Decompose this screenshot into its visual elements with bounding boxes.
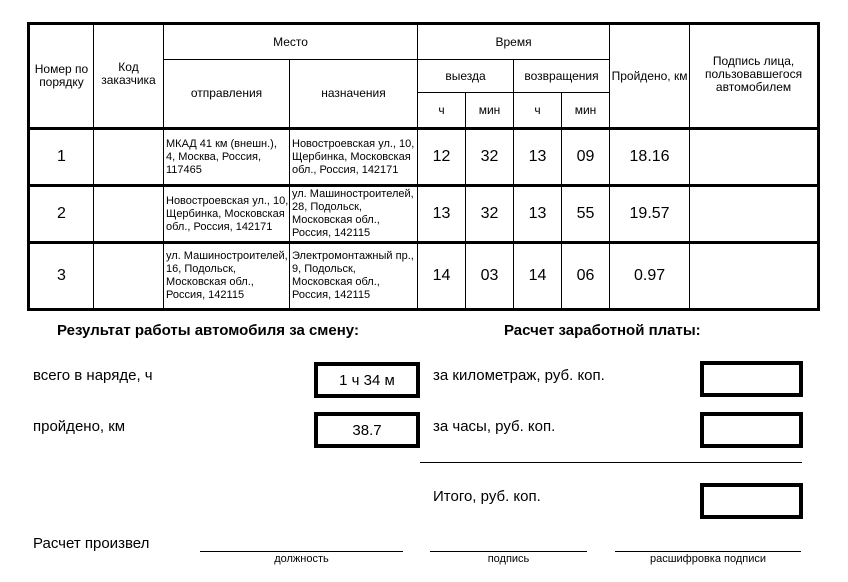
row-dep-minutes: 32 (466, 186, 514, 243)
row-to: ул. Машиностроителей, 28, Подольск, Московская обл., Россия, 142115 (290, 186, 418, 243)
row-customer-code (94, 186, 164, 243)
table-row (29, 243, 819, 310)
row-from: ул. Машиностроителей, 16, Подольск, Московская обл., Россия, 142115 (164, 243, 290, 310)
header-dep-hours: ч (418, 93, 466, 129)
hours-label: за часы, руб. коп. (433, 418, 556, 435)
total-label: Итого, руб. коп. (433, 488, 541, 505)
decoding-line[interactable] (615, 551, 801, 552)
signature-caption: подпись (487, 553, 530, 565)
header-customer-code: Код заказчика (94, 24, 164, 129)
header-ret-hours: ч (514, 93, 562, 129)
header-return-time: возвращения (514, 60, 610, 93)
row-signature (690, 243, 819, 310)
header-departure-place: отправления (164, 60, 290, 129)
row-dep-hours: 12 (418, 129, 466, 186)
row-to: Новостроевская ул., 10, Щербинка, Московская обл., Россия, 142171 (290, 129, 418, 186)
row-ret-hours: 13 (514, 129, 562, 186)
row-number: 3 (29, 243, 94, 310)
mileage-field[interactable] (700, 361, 803, 397)
row-ret-minutes: 06 (562, 243, 610, 310)
row-distance: 18.16 (610, 129, 690, 186)
margin-mark (818, 184, 820, 218)
row-from: МКАД 41 км (внешн.), 4, Москва, Россия, 117465 (164, 129, 290, 186)
row-ret-minutes: 55 (562, 186, 610, 243)
row-ret-minutes: 09 (562, 129, 610, 186)
row-signature (690, 129, 819, 186)
header-dep-minutes: мин (466, 93, 514, 129)
salary-title: Расчет заработной платы: (504, 322, 701, 339)
header-ret-minutes: мин (562, 93, 610, 129)
row-number: 1 (29, 129, 94, 186)
row-ret-hours: 14 (514, 243, 562, 310)
total-divider (420, 462, 802, 463)
table-row (29, 129, 819, 186)
results-title: Результат работы автомобиля за смену: (57, 322, 359, 339)
row-customer-code (94, 243, 164, 310)
calculated-by-label: Расчет произвел (33, 535, 150, 552)
row-dep-hours: 13 (418, 186, 466, 243)
position-line[interactable] (200, 551, 403, 552)
position-caption: должность (274, 553, 329, 565)
mileage-label: за километраж, руб. коп. (433, 367, 605, 384)
row-to: Электромонтажный пр., 9, Подольск, Московская обл., Россия, 142115 (290, 243, 418, 310)
header-signature: Подпись лица, пользовавшегося автомобилем (690, 24, 819, 129)
total-time-field[interactable]: 1 ч 34 м (314, 362, 420, 398)
row-distance: 0.97 (610, 243, 690, 310)
header-number: Номер по порядку (29, 24, 94, 129)
total-field[interactable] (700, 483, 803, 519)
row-dep-hours: 14 (418, 243, 466, 310)
header-destination-place: назначения (290, 60, 418, 129)
row-customer-code (94, 129, 164, 186)
decoding-caption: расшифровка подписи (649, 553, 767, 565)
row-from: Новостроевская ул., 10, Щербинка, Московская обл., Россия, 142171 (164, 186, 290, 243)
distance-label: пройдено, км (33, 418, 126, 435)
table-row (29, 186, 819, 243)
row-distance: 19.57 (610, 186, 690, 243)
row-ret-hours: 13 (514, 186, 562, 243)
header-departure-time: выезда (418, 60, 514, 93)
header-distance: Пройдено, км (610, 24, 690, 129)
header-place: Место (164, 24, 418, 60)
row-dep-minutes: 03 (466, 243, 514, 310)
row-dep-minutes: 32 (466, 129, 514, 186)
row-signature (690, 186, 819, 243)
distance-field[interactable]: 38.7 (314, 412, 420, 448)
row-number: 2 (29, 186, 94, 243)
total-time-label: всего в наряде, ч (33, 367, 153, 384)
header-time: Время (418, 24, 610, 60)
hours-field[interactable] (700, 412, 803, 448)
signature-line[interactable] (430, 551, 587, 552)
trip-table (27, 22, 820, 311)
